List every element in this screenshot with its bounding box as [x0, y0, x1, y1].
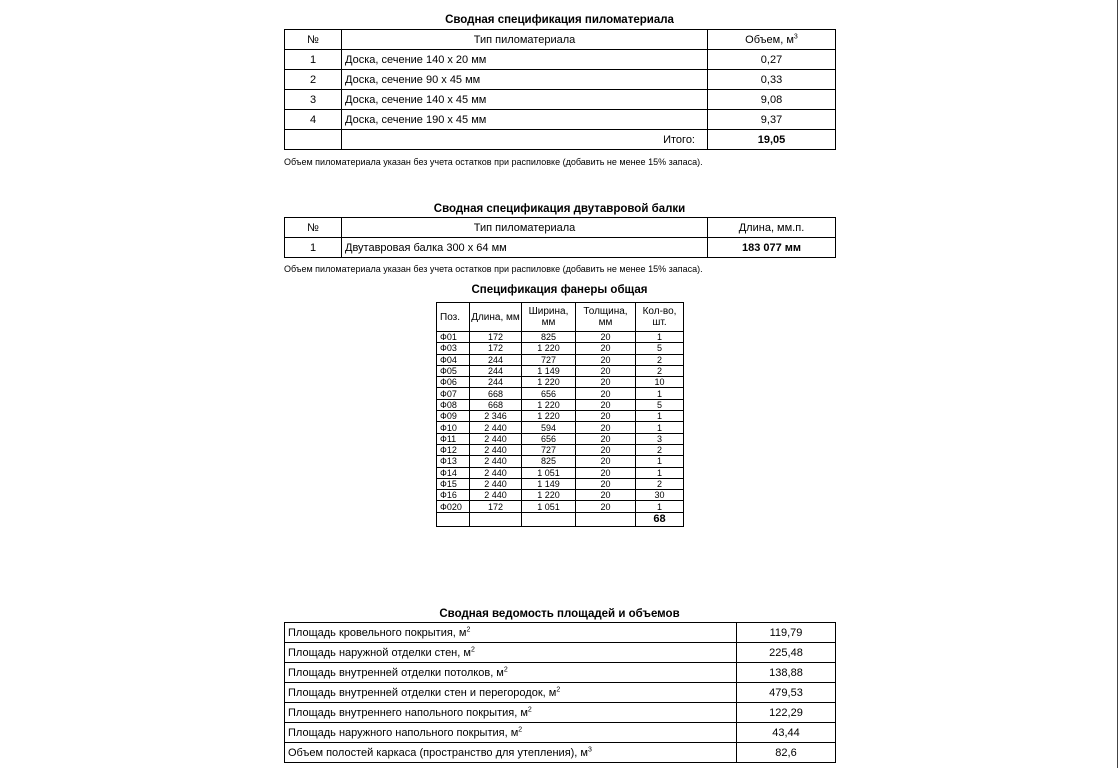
- plywood-thickness: 20: [576, 399, 636, 410]
- plywood-qty: 2: [636, 444, 684, 455]
- total-label: Итого:: [342, 130, 708, 150]
- plywood-width: 594: [522, 422, 576, 433]
- plywood-header-row: [437, 303, 684, 332]
- plywood-thickness: 20: [576, 332, 636, 343]
- plywood-rows: [437, 332, 684, 513]
- table-row: [437, 456, 684, 467]
- area-value: 122,29: [737, 703, 836, 723]
- plywood-qty: 2: [636, 365, 684, 376]
- plywood-width: 656: [522, 388, 576, 399]
- beam-col-num: №: [285, 218, 342, 238]
- plywood-width: 1 220: [522, 399, 576, 410]
- lumber-col-volume: Объем, $м^3$: [708, 30, 836, 50]
- plywood-length: 172: [470, 343, 522, 354]
- plywood-total-row: [437, 512, 684, 526]
- beam-title: Сводная спецификация двутавровой балки: [433, 203, 686, 215]
- plywood-pos: Ф020: [437, 501, 470, 512]
- table-row: [285, 50, 836, 70]
- plywood-length: 244: [470, 365, 522, 376]
- plywood-col-pos: Поз.: [437, 303, 470, 332]
- table-row: [285, 703, 836, 723]
- areas-table: [284, 622, 836, 763]
- area-label-text: Площадь внутреннего напольного покрытия, м: [288, 706, 528, 719]
- lumber-total-row: [285, 130, 836, 150]
- plywood-pos: Ф16: [437, 490, 470, 501]
- area-value: 225,48: [737, 643, 836, 663]
- plywood-col-qty: Кол-во, шт.: [636, 303, 684, 332]
- table-row: [285, 663, 836, 683]
- plywood-length: 2 440: [470, 422, 522, 433]
- area-label: [285, 663, 737, 683]
- area-label-text: Объем полостей каркаса (пространство для утепления), м: [288, 746, 588, 759]
- plywood-qty: 5: [636, 399, 684, 410]
- plywood-thickness: 20: [576, 411, 636, 422]
- table-row: [437, 444, 684, 455]
- plywood-qty: 2: [636, 478, 684, 489]
- area-unit-exponent: 2: [503, 665, 508, 673]
- plywood-pos: Ф12: [437, 444, 470, 455]
- plywood-width: 1 220: [522, 343, 576, 354]
- row-volume: 9,37: [708, 110, 836, 130]
- area-label-text: Площадь кровельного покрытия, м: [288, 626, 467, 639]
- table-row: [437, 365, 684, 376]
- plywood-length: 172: [470, 332, 522, 343]
- row-type: Доска, сечение 90 х 45 мм: [342, 70, 708, 90]
- plywood-thickness: 20: [576, 490, 636, 501]
- lumber-title: Сводная спецификация пиломатериала: [445, 14, 674, 26]
- table-row: [285, 110, 836, 130]
- plywood-thickness: 20: [576, 433, 636, 444]
- area-label: [285, 703, 737, 723]
- plywood-thickness: 20: [576, 422, 636, 433]
- row-volume: 0,27: [708, 50, 836, 70]
- area-label: [285, 723, 737, 743]
- plywood-qty: 1: [636, 467, 684, 478]
- plywood-qty: 30: [636, 490, 684, 501]
- lumber-header-row: [285, 30, 836, 50]
- plywood-qty: 5: [636, 343, 684, 354]
- plywood-qty: 2: [636, 354, 684, 365]
- area-label-text: Площадь внутренней отделки потолков, м: [288, 666, 504, 679]
- area-unit-exponent: 2: [518, 725, 523, 733]
- area-label: [285, 643, 737, 663]
- plywood-length: 668: [470, 388, 522, 399]
- plywood-qty: 1: [636, 456, 684, 467]
- plywood-qty: 1: [636, 388, 684, 399]
- total-value: 19,05: [708, 130, 836, 150]
- plywood-width: 1 149: [522, 365, 576, 376]
- plywood-width: 1 220: [522, 377, 576, 388]
- plywood-qty: 1: [636, 422, 684, 433]
- plywood-thickness: 20: [576, 467, 636, 478]
- plywood-length: 2 440: [470, 433, 522, 444]
- table-row: [285, 643, 836, 663]
- row-type: Двутавровая балка 300 х 64 мм: [342, 238, 708, 258]
- table-row: [285, 723, 836, 743]
- row-volume: 0,33: [708, 70, 836, 90]
- plywood-thickness: 20: [576, 456, 636, 467]
- table-row: [437, 422, 684, 433]
- plywood-width: 1 149: [522, 478, 576, 489]
- empty-cell: [576, 512, 636, 526]
- plywood-qty: 1: [636, 411, 684, 422]
- plywood-thickness: 20: [576, 377, 636, 388]
- plywood-qty: 10: [636, 377, 684, 388]
- lumber-col-num: №: [285, 30, 342, 50]
- plywood-thickness: 20: [576, 354, 636, 365]
- area-label-text: Площадь наружного напольного покрытия, м: [288, 726, 519, 739]
- table-row: [437, 411, 684, 422]
- area-label: [285, 623, 737, 643]
- area-value: 43,44: [737, 723, 836, 743]
- table-row: [285, 90, 836, 110]
- table-row: [437, 332, 684, 343]
- plywood-title: Спецификация фанеры общая: [471, 284, 648, 296]
- table-row: [285, 70, 836, 90]
- table-row: [285, 238, 836, 258]
- plywood-thickness: 20: [576, 478, 636, 489]
- beam-header-row: [285, 218, 836, 238]
- plywood-pos: Ф10: [437, 422, 470, 433]
- plywood-length: 668: [470, 399, 522, 410]
- empty-cell: [285, 130, 342, 150]
- lumber-col-type: Тип пиломатериала: [342, 30, 708, 50]
- plywood-thickness: 20: [576, 343, 636, 354]
- plywood-length: 2 440: [470, 444, 522, 455]
- empty-cell: [522, 512, 576, 526]
- plywood-pos: Ф13: [437, 456, 470, 467]
- plywood-pos: Ф15: [437, 478, 470, 489]
- row-num: 2: [285, 70, 342, 90]
- areas-title: Сводная ведомость площадей и объемов: [439, 608, 680, 620]
- plywood-length: 172: [470, 501, 522, 512]
- plywood-pos: Ф06: [437, 377, 470, 388]
- area-unit-exponent: 3: [588, 745, 592, 753]
- beam-note: Объем пиломатериала указан без учета остатков при распиловке (добавить не менее 15% запаса).: [284, 264, 703, 274]
- empty-cell: [470, 512, 522, 526]
- area-value: 82,6: [737, 743, 836, 763]
- table-row: [285, 623, 836, 643]
- plywood-length: 244: [470, 377, 522, 388]
- lumber-table: [284, 29, 836, 150]
- plywood-col-width: Ширина, мм: [522, 303, 576, 332]
- plywood-width: 656: [522, 433, 576, 444]
- plywood-thickness: 20: [576, 444, 636, 455]
- table-row: [437, 467, 684, 478]
- plywood-qty: 3: [636, 433, 684, 444]
- area-unit-exponent: 2: [470, 645, 475, 653]
- row-num: 1: [285, 50, 342, 70]
- table-row: [285, 683, 836, 703]
- plywood-total-qty: 68: [636, 512, 684, 526]
- area-label: [285, 743, 737, 763]
- plywood-pos: Ф07: [437, 388, 470, 399]
- plywood-pos: Ф01: [437, 332, 470, 343]
- plywood-col-thickness: Толщина, мм: [576, 303, 636, 332]
- plywood-width: 1 051: [522, 501, 576, 512]
- plywood-length: 2 440: [470, 467, 522, 478]
- table-row: [437, 433, 684, 444]
- plywood-pos: Ф05: [437, 365, 470, 376]
- plywood-thickness: 20: [576, 388, 636, 399]
- areas-rows: [285, 623, 836, 763]
- table-row: [437, 377, 684, 388]
- plywood-table: [436, 302, 684, 527]
- plywood-pos: Ф09: [437, 411, 470, 422]
- plywood-width: 825: [522, 456, 576, 467]
- table-row: [285, 743, 836, 763]
- table-row: [437, 490, 684, 501]
- row-length: 183 077 мм: [708, 238, 836, 258]
- beam-table: [284, 217, 836, 258]
- plywood-pos: Ф03: [437, 343, 470, 354]
- plywood-thickness: 20: [576, 501, 636, 512]
- area-value: 479,53: [737, 683, 836, 703]
- area-label-text: Площадь наружной отделки стен, м: [288, 646, 471, 659]
- table-row: [437, 478, 684, 489]
- plywood-length: 2 440: [470, 490, 522, 501]
- table-row: [437, 399, 684, 410]
- plywood-pos: Ф11: [437, 433, 470, 444]
- plywood-width: 1 220: [522, 411, 576, 422]
- plywood-col-length: Длина, мм: [470, 303, 522, 332]
- plywood-pos: Ф08: [437, 399, 470, 410]
- lumber-note: Объем пиломатериала указан без учета остатков при распиловке (добавить не менее 15% запаса).: [284, 157, 703, 167]
- table-row: [437, 354, 684, 365]
- plywood-length: 2 346: [470, 411, 522, 422]
- plywood-length: 2 440: [470, 478, 522, 489]
- area-unit-exponent: 2: [556, 685, 561, 693]
- area-value: 138,88: [737, 663, 836, 683]
- row-type: Доска, сечение 190 х 45 мм: [342, 110, 708, 130]
- plywood-pos: Ф14: [437, 467, 470, 478]
- plywood-width: 727: [522, 444, 576, 455]
- plywood-width: 1 051: [522, 467, 576, 478]
- area-label: [285, 683, 737, 703]
- table-row: [437, 343, 684, 354]
- table-row: [437, 501, 684, 512]
- plywood-width: 1 220: [522, 490, 576, 501]
- table-row: [437, 388, 684, 399]
- plywood-thickness: 20: [576, 365, 636, 376]
- row-type: Доска, сечение 140 х 45 мм: [342, 90, 708, 110]
- area-value: 119,79: [737, 623, 836, 643]
- plywood-length: 244: [470, 354, 522, 365]
- area-unit-exponent: 2: [466, 625, 471, 633]
- row-num: 3: [285, 90, 342, 110]
- plywood-qty: 1: [636, 332, 684, 343]
- row-volume: 9,08: [708, 90, 836, 110]
- plywood-length: 2 440: [470, 456, 522, 467]
- plywood-pos: Ф04: [437, 354, 470, 365]
- empty-cell: [437, 512, 470, 526]
- area-label-text: Площадь внутренней отделки стен и перегородок, м: [288, 686, 557, 699]
- plywood-qty: 1: [636, 501, 684, 512]
- plywood-width: 825: [522, 332, 576, 343]
- row-num: 1: [285, 238, 342, 258]
- area-unit-exponent: 2: [527, 705, 532, 713]
- beam-col-type: Тип пиломатериала: [342, 218, 708, 238]
- beam-col-length: Длина, мм.п.: [708, 218, 836, 238]
- plywood-width: 727: [522, 354, 576, 365]
- row-num: 4: [285, 110, 342, 130]
- row-type: Доска, сечение 140 х 20 мм: [342, 50, 708, 70]
